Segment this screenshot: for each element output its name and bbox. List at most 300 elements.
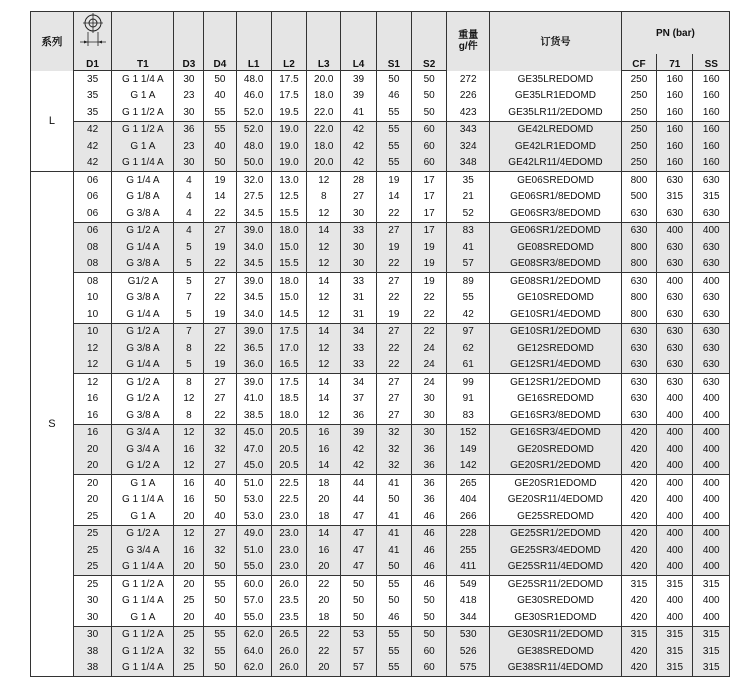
cell-l1: 38.5 xyxy=(236,407,271,424)
table-row xyxy=(31,323,730,340)
cell-pn-ss: 630 xyxy=(693,357,730,374)
cell-d1: 25 xyxy=(73,542,112,559)
cell-l1: 45.0 xyxy=(236,424,271,441)
cell-l4: 57 xyxy=(341,643,376,660)
cell-d1: 38 xyxy=(73,660,112,677)
header-d1: D1 xyxy=(73,54,112,71)
cell-pn-cf: 420 xyxy=(621,542,656,559)
cell-d4: 55 xyxy=(204,643,236,660)
cell-order-number: GE25SREDOMD xyxy=(490,508,622,525)
cell-l1: 52.0 xyxy=(236,104,271,121)
cell-l1: 27.5 xyxy=(236,189,271,206)
cell-l1: 39.0 xyxy=(236,273,271,290)
cell-t1: G 1/4 A xyxy=(112,172,174,189)
cell-pn-ss: 630 xyxy=(693,374,730,391)
cell-l1: 34.5 xyxy=(236,256,271,273)
cell-l3: 20 xyxy=(307,660,341,677)
cell-l4: 42 xyxy=(341,458,376,475)
cell-l2: 19.0 xyxy=(271,155,306,172)
cell-d4: 27 xyxy=(204,525,236,542)
cell-pn-71: 160 xyxy=(657,121,693,138)
cell-weight: 266 xyxy=(447,508,490,525)
series-cell: L xyxy=(31,71,74,172)
cell-s2: 50 xyxy=(412,71,447,88)
cell-pn-71: 630 xyxy=(657,374,693,391)
cell-l4: 57 xyxy=(341,660,376,677)
cell-s2: 22 xyxy=(412,290,447,307)
cell-l4: 27 xyxy=(341,189,376,206)
cell-l1: 62.0 xyxy=(236,626,271,643)
cell-d4: 19 xyxy=(204,357,236,374)
cell-d4: 55 xyxy=(204,121,236,138)
table-row xyxy=(31,576,730,593)
cell-t1: G 1/4 A xyxy=(112,357,174,374)
header-t1: T1 xyxy=(112,54,174,71)
cell-weight: 404 xyxy=(447,492,490,509)
cell-order-number: GE42LR1EDOMD xyxy=(490,138,622,155)
cell-s2: 22 xyxy=(412,306,447,323)
cell-l4: 33 xyxy=(341,340,376,357)
cell-pn-ss: 400 xyxy=(693,559,730,576)
cell-t1: G 1 1/2 A xyxy=(112,626,174,643)
cell-l1: 53.0 xyxy=(236,492,271,509)
cell-d1: 08 xyxy=(73,256,112,273)
cell-pn-cf: 630 xyxy=(621,391,656,408)
cell-l4: 28 xyxy=(341,172,376,189)
cell-d1: 06 xyxy=(73,222,112,239)
cell-l2: 16.5 xyxy=(271,357,306,374)
cell-l3: 20 xyxy=(307,559,341,576)
table-row xyxy=(31,88,730,105)
cell-d3: 25 xyxy=(174,626,204,643)
cell-pn-71: 315 xyxy=(657,189,693,206)
cell-s1: 41 xyxy=(376,525,411,542)
cell-pn-71: 400 xyxy=(657,475,693,492)
cell-pn-cf: 315 xyxy=(621,626,656,643)
cell-d4: 22 xyxy=(204,205,236,222)
cell-l3: 20 xyxy=(307,492,341,509)
cell-weight: 41 xyxy=(447,239,490,256)
cell-d1: 08 xyxy=(73,239,112,256)
cell-d4: 50 xyxy=(204,559,236,576)
cell-d4: 22 xyxy=(204,290,236,307)
cell-l3: 20 xyxy=(307,593,341,610)
cell-l4: 39 xyxy=(341,424,376,441)
header-pn-cf: CF xyxy=(621,54,656,71)
cell-t1: G 1 A xyxy=(112,609,174,626)
header-l3: L3 xyxy=(307,54,341,71)
cell-s2: 36 xyxy=(412,475,447,492)
cell-l1: 36.0 xyxy=(236,357,271,374)
cell-l1: 39.0 xyxy=(236,374,271,391)
table-row xyxy=(31,525,730,542)
cell-d3: 16 xyxy=(174,475,204,492)
cell-s1: 50 xyxy=(376,492,411,509)
cell-pn-cf: 630 xyxy=(621,407,656,424)
cell-l2: 19.0 xyxy=(271,138,306,155)
cell-weight: 99 xyxy=(447,374,490,391)
cell-pn-ss: 160 xyxy=(693,138,730,155)
cell-s1: 41 xyxy=(376,508,411,525)
cell-s1: 41 xyxy=(376,475,411,492)
cell-l4: 42 xyxy=(341,155,376,172)
cell-l4: 42 xyxy=(341,138,376,155)
cell-order-number: GE25SR11/2EDOMD xyxy=(490,576,622,593)
cell-weight: 62 xyxy=(447,340,490,357)
cell-d1: 25 xyxy=(73,525,112,542)
cell-l2: 23.0 xyxy=(271,508,306,525)
table-row xyxy=(31,407,730,424)
cell-l2: 17.0 xyxy=(271,340,306,357)
cell-l3: 12 xyxy=(307,290,341,307)
cell-d3: 36 xyxy=(174,121,204,138)
cell-s1: 50 xyxy=(376,559,411,576)
cell-l2: 13.0 xyxy=(271,172,306,189)
cell-s2: 60 xyxy=(412,138,447,155)
cell-s1: 55 xyxy=(376,576,411,593)
cell-t1: G 1 A xyxy=(112,138,174,155)
cell-pn-cf: 420 xyxy=(621,660,656,677)
cell-l1: 55.0 xyxy=(236,559,271,576)
cell-order-number: GE20SREDOMD xyxy=(490,441,622,458)
cell-weight: 89 xyxy=(447,273,490,290)
table-row xyxy=(31,391,730,408)
cell-pn-71: 630 xyxy=(657,239,693,256)
cell-s1: 46 xyxy=(376,609,411,626)
cell-d1: 42 xyxy=(73,138,112,155)
cell-l3: 14 xyxy=(307,391,341,408)
cell-weight: 418 xyxy=(447,593,490,610)
cell-l2: 15.0 xyxy=(271,290,306,307)
table-row xyxy=(31,121,730,138)
cell-pn-cf: 630 xyxy=(621,323,656,340)
cell-s2: 36 xyxy=(412,458,447,475)
cell-s1: 22 xyxy=(376,290,411,307)
cell-s2: 17 xyxy=(412,205,447,222)
cell-order-number: GE12SR1/4EDOMD xyxy=(490,357,622,374)
cell-pn-ss: 400 xyxy=(693,542,730,559)
cell-s2: 50 xyxy=(412,104,447,121)
cell-pn-ss: 160 xyxy=(693,104,730,121)
cell-pn-71: 400 xyxy=(657,222,693,239)
cell-pn-ss: 160 xyxy=(693,121,730,138)
cell-t1: G 1 1/2 A xyxy=(112,121,174,138)
cell-d1: 10 xyxy=(73,306,112,323)
cell-pn-cf: 420 xyxy=(621,475,656,492)
cell-l1: 49.0 xyxy=(236,525,271,542)
cell-l3: 18.0 xyxy=(307,88,341,105)
cell-t1: G 3/8 A xyxy=(112,256,174,273)
cell-t1: G1/2 A xyxy=(112,273,174,290)
table-row xyxy=(31,104,730,121)
cell-t1: G 3/8 A xyxy=(112,205,174,222)
table-row xyxy=(31,660,730,677)
table-row xyxy=(31,205,730,222)
cell-d1: 30 xyxy=(73,626,112,643)
cell-d3: 16 xyxy=(174,492,204,509)
cell-s1: 22 xyxy=(376,340,411,357)
table-row xyxy=(31,643,730,660)
cell-pn-cf: 315 xyxy=(621,576,656,593)
cell-s1: 27 xyxy=(376,374,411,391)
table-row xyxy=(31,458,730,475)
cell-pn-cf: 420 xyxy=(621,643,656,660)
cell-s2: 60 xyxy=(412,155,447,172)
cell-l2: 23.0 xyxy=(271,559,306,576)
cell-t1: G 1/4 A xyxy=(112,239,174,256)
cell-t1: G 1 A xyxy=(112,475,174,492)
cell-weight: 526 xyxy=(447,643,490,660)
cell-pn-ss: 315 xyxy=(693,189,730,206)
cell-l4: 37 xyxy=(341,391,376,408)
cell-weight: 142 xyxy=(447,458,490,475)
cell-order-number: GE35LR11/2EDOMD xyxy=(490,104,622,121)
cell-d3: 4 xyxy=(174,172,204,189)
cell-d3: 30 xyxy=(174,155,204,172)
cell-d4: 50 xyxy=(204,71,236,88)
cell-d3: 30 xyxy=(174,71,204,88)
cell-d4: 40 xyxy=(204,88,236,105)
cell-d3: 16 xyxy=(174,441,204,458)
cell-order-number: GE10SR1/4EDOMD xyxy=(490,306,622,323)
cell-pn-ss: 630 xyxy=(693,256,730,273)
cell-l3: 18 xyxy=(307,609,341,626)
cell-weight: 549 xyxy=(447,576,490,593)
cell-d1: 06 xyxy=(73,189,112,206)
cell-l4: 50 xyxy=(341,576,376,593)
cell-l1: 52.0 xyxy=(236,121,271,138)
cell-pn-ss: 400 xyxy=(693,492,730,509)
cell-s2: 17 xyxy=(412,222,447,239)
cell-order-number: GE42LREDOMD xyxy=(490,121,622,138)
cell-l3: 14 xyxy=(307,374,341,391)
dimension-symbol-icon xyxy=(78,13,108,49)
cell-l3: 22 xyxy=(307,576,341,593)
cell-l2: 23.5 xyxy=(271,593,306,610)
table-row xyxy=(31,256,730,273)
cell-l1: 32.0 xyxy=(236,172,271,189)
table-row xyxy=(31,357,730,374)
cell-weight: 348 xyxy=(447,155,490,172)
cell-l1: 41.0 xyxy=(236,391,271,408)
cell-d3: 4 xyxy=(174,205,204,222)
table-row xyxy=(31,424,730,441)
cell-s1: 22 xyxy=(376,357,411,374)
cell-s1: 32 xyxy=(376,441,411,458)
cell-d1: 25 xyxy=(73,559,112,576)
cell-d1: 10 xyxy=(73,323,112,340)
table-row xyxy=(31,593,730,610)
cell-d4: 50 xyxy=(204,593,236,610)
cell-l4: 31 xyxy=(341,306,376,323)
header-l4: L4 xyxy=(341,54,376,71)
cell-s1: 19 xyxy=(376,239,411,256)
cell-d4: 14 xyxy=(204,189,236,206)
cell-weight: 83 xyxy=(447,407,490,424)
cell-d1: 35 xyxy=(73,88,112,105)
cell-s2: 46 xyxy=(412,508,447,525)
cell-s1: 19 xyxy=(376,172,411,189)
cell-pn-71: 400 xyxy=(657,391,693,408)
cell-l1: 34.0 xyxy=(236,239,271,256)
cell-d1: 12 xyxy=(73,340,112,357)
cell-order-number: GE42LR11/4EDOMD xyxy=(490,155,622,172)
cell-l3: 20.0 xyxy=(307,71,341,88)
fitting-spec-table xyxy=(30,11,730,677)
cell-order-number: GE30SR1EDOMD xyxy=(490,609,622,626)
table-row xyxy=(31,626,730,643)
cell-d1: 16 xyxy=(73,407,112,424)
cell-t1: G 3/8 A xyxy=(112,340,174,357)
table-row xyxy=(31,340,730,357)
cell-pn-71: 160 xyxy=(657,71,693,88)
table-row xyxy=(31,542,730,559)
cell-pn-71: 400 xyxy=(657,508,693,525)
cell-pn-cf: 800 xyxy=(621,256,656,273)
table-row xyxy=(31,559,730,576)
cell-pn-71: 160 xyxy=(657,138,693,155)
cell-l1: 46.0 xyxy=(236,88,271,105)
cell-pn-ss: 160 xyxy=(693,88,730,105)
cell-pn-71: 160 xyxy=(657,88,693,105)
header-symbol-cell xyxy=(73,12,112,55)
cell-pn-cf: 250 xyxy=(621,138,656,155)
cell-l2: 12.5 xyxy=(271,189,306,206)
cell-weight: 149 xyxy=(447,441,490,458)
cell-l1: 39.0 xyxy=(236,323,271,340)
cell-pn-71: 400 xyxy=(657,593,693,610)
cell-l3: 12 xyxy=(307,407,341,424)
cell-d3: 20 xyxy=(174,576,204,593)
cell-l2: 22.5 xyxy=(271,492,306,509)
cell-t1: G 1 1/4 A xyxy=(112,593,174,610)
cell-t1: G 1 1/2 A xyxy=(112,576,174,593)
cell-order-number: GE30SR11/2EDOMD xyxy=(490,626,622,643)
fitting-spec-table-wrapper xyxy=(30,11,730,677)
cell-weight: 55 xyxy=(447,290,490,307)
cell-l1: 39.0 xyxy=(236,222,271,239)
cell-l2: 18.0 xyxy=(271,407,306,424)
cell-s1: 27 xyxy=(376,391,411,408)
cell-pn-ss: 400 xyxy=(693,525,730,542)
cell-l2: 26.0 xyxy=(271,576,306,593)
cell-d3: 12 xyxy=(174,391,204,408)
cell-l3: 22 xyxy=(307,626,341,643)
cell-t1: G 1 1/4 A xyxy=(112,660,174,677)
cell-t1: G 1/2 A xyxy=(112,458,174,475)
cell-l2: 26.0 xyxy=(271,660,306,677)
cell-weight: 265 xyxy=(447,475,490,492)
cell-t1: G 1 A xyxy=(112,508,174,525)
cell-order-number: GE16SR3/4EDOMD xyxy=(490,424,622,441)
table-row xyxy=(31,441,730,458)
cell-pn-ss: 400 xyxy=(693,441,730,458)
table-row xyxy=(31,273,730,290)
cell-l3: 14 xyxy=(307,323,341,340)
header-weight-label: 重量 xyxy=(458,29,479,41)
cell-pn-cf: 630 xyxy=(621,273,656,290)
cell-d1: 20 xyxy=(73,458,112,475)
cell-pn-ss: 400 xyxy=(693,508,730,525)
cell-order-number: GE12SR1/2EDOMD xyxy=(490,374,622,391)
table-row xyxy=(31,306,730,323)
cell-order-number: GE16SREDOMD xyxy=(490,391,622,408)
cell-l2: 18.5 xyxy=(271,391,306,408)
cell-order-number: GE16SR3/8EDOMD xyxy=(490,407,622,424)
cell-d3: 20 xyxy=(174,609,204,626)
cell-s1: 27 xyxy=(376,273,411,290)
cell-d4: 40 xyxy=(204,508,236,525)
cell-d4: 55 xyxy=(204,104,236,121)
cell-pn-ss: 400 xyxy=(693,273,730,290)
cell-pn-cf: 630 xyxy=(621,222,656,239)
cell-s1: 55 xyxy=(376,626,411,643)
cell-pn-ss: 400 xyxy=(693,609,730,626)
cell-t1: G 1 1/4 A xyxy=(112,559,174,576)
cell-t1: G 1 1/4 A xyxy=(112,71,174,88)
cell-d1: 12 xyxy=(73,357,112,374)
cell-l1: 48.0 xyxy=(236,71,271,88)
cell-weight: 57 xyxy=(447,256,490,273)
header-weight-unit: g/件 xyxy=(458,40,478,52)
cell-s2: 50 xyxy=(412,609,447,626)
cell-l3: 16 xyxy=(307,424,341,441)
cell-weight: 83 xyxy=(447,222,490,239)
cell-pn-cf: 250 xyxy=(621,121,656,138)
cell-pn-ss: 315 xyxy=(693,660,730,677)
cell-l4: 47 xyxy=(341,508,376,525)
table-row xyxy=(31,189,730,206)
cell-s1: 27 xyxy=(376,323,411,340)
cell-pn-cf: 420 xyxy=(621,458,656,475)
cell-pn-ss: 400 xyxy=(693,458,730,475)
cell-s2: 60 xyxy=(412,660,447,677)
cell-l3: 8 xyxy=(307,189,341,206)
cell-weight: 575 xyxy=(447,660,490,677)
table-row xyxy=(31,155,730,172)
cell-l2: 20.5 xyxy=(271,441,306,458)
cell-pn-cf: 630 xyxy=(621,374,656,391)
cell-d3: 12 xyxy=(174,458,204,475)
cell-pn-71: 400 xyxy=(657,559,693,576)
cell-pn-ss: 630 xyxy=(693,340,730,357)
cell-d4: 40 xyxy=(204,138,236,155)
cell-d3: 7 xyxy=(174,323,204,340)
header-pn-ss: SS xyxy=(693,54,730,71)
cell-pn-cf: 420 xyxy=(621,424,656,441)
cell-pn-ss: 315 xyxy=(693,576,730,593)
cell-d1: 42 xyxy=(73,121,112,138)
cell-pn-cf: 420 xyxy=(621,492,656,509)
cell-l4: 39 xyxy=(341,88,376,105)
cell-l2: 26.0 xyxy=(271,643,306,660)
cell-pn-71: 400 xyxy=(657,273,693,290)
table-row xyxy=(31,71,730,88)
table-row xyxy=(31,222,730,239)
cell-l4: 31 xyxy=(341,290,376,307)
cell-l1: 57.0 xyxy=(236,593,271,610)
cell-d1: 16 xyxy=(73,391,112,408)
cell-l4: 50 xyxy=(341,593,376,610)
cell-s1: 46 xyxy=(376,88,411,105)
cell-d3: 25 xyxy=(174,660,204,677)
cell-weight: 255 xyxy=(447,542,490,559)
cell-l3: 18 xyxy=(307,475,341,492)
cell-s2: 46 xyxy=(412,525,447,542)
header-s1: S1 xyxy=(376,54,411,71)
header-s2: S2 xyxy=(412,54,447,71)
cell-d3: 8 xyxy=(174,407,204,424)
